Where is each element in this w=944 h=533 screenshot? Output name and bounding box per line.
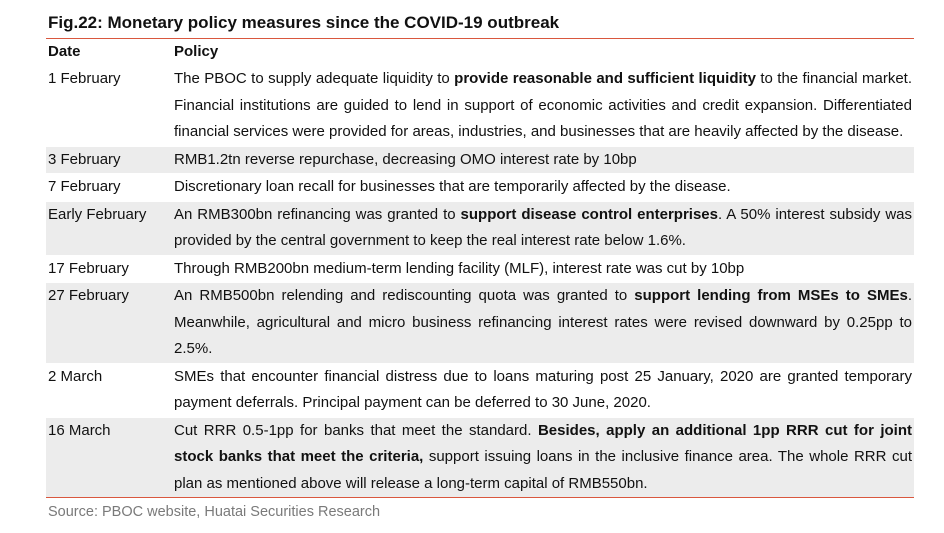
policy-cell [172,255,914,283]
table-row [46,363,914,417]
bottom-rule [46,497,914,498]
policy-text: RMB1.2tn reverse repurchase, decreasing OMO interest rate by 10bp [174,150,637,168]
table-row [46,174,914,202]
date-cell: 2 March [46,363,172,417]
policy-text: support issuing loans in the inclusive finance area. The whole RRR cut plan as mentioned above will release a long-term capital of RMB550bn. [174,448,912,492]
policy-text: An RMB500bn relending and rediscounting quota was granted to [174,287,635,304]
policy-cell [172,363,914,417]
source-note: Source: PBOC website, Huatai Securities Research [48,504,381,520]
date-cell: 17 February [46,255,172,283]
policy-text: The PBOC to supply adequate liquidity to [174,70,455,87]
policy-text: to the financial market. Financial institutions are guided to lend in support of economic activities and credit expansion. Differentiated financial services were provided for areas, industries, and businesses that are heavily affected by the disease. [174,70,913,140]
policy-text-bold: Besides, apply an additional 1pp RRR cut for joint stock banks that meet the criteria, [174,421,913,465]
policy-text-bold: support lending from MSEs to SMEs [634,287,908,304]
policy-cell [172,146,914,174]
policy-text: SMEs that encounter financial distress due to loans maturing post 25 January, 2020 are granted temporary payment deferrals. Principal payment can be deferred to 30 June, 2020. [174,367,912,411]
policy-cell [172,66,914,147]
table-row [46,66,914,147]
table-row [46,417,914,497]
date-cell: 3 February [46,146,172,174]
policy-text: . Meanwhile, agricultural and micro business refinancing interest rates were revised downward by 0.25pp to 2.5%. [174,287,912,357]
policy-text-bold: support disease control enterprises [460,205,718,223]
policy-text: Cut RRR 0.5-1pp for banks that meet the standard. [174,421,538,439]
figure-title: Fig.22: Monetary policy measures since the COVID-19 outbreak [48,13,560,32]
table-row [46,146,914,174]
policy-cell [172,417,914,497]
policy-text: An RMB300bn refinancing was granted to [174,205,461,223]
date-cell: Early February [46,201,172,255]
date-cell: 7 February [46,174,172,202]
policy-text: . A 50% interest subsidy was provided by the central government to keep the real interest rate below 1.6%. [174,205,913,249]
table-row [46,255,914,283]
policy-cell [172,283,914,364]
date-cell: 27 February [46,283,172,364]
table-row [46,201,914,255]
policy-text-bold: provide reasonable and sufficient liquidity [454,70,756,87]
policy-text: Discretionary loan recall for businesses that are temporarily affected by the disease. [174,178,731,195]
date-column-header: Date [48,43,81,60]
policy-column-header: Policy [174,43,219,60]
policy-table [46,39,914,497]
policy-cell [172,201,914,255]
policy-text: Through RMB200bn medium-term lending facility (MLF), interest rate was cut by 10bp [174,259,745,277]
table-body [46,66,914,498]
policy-cell [172,174,914,202]
table-header-row [46,39,914,66]
table-row [46,283,914,364]
date-cell: 16 March [46,417,172,497]
date-cell: 1 February [46,66,172,147]
